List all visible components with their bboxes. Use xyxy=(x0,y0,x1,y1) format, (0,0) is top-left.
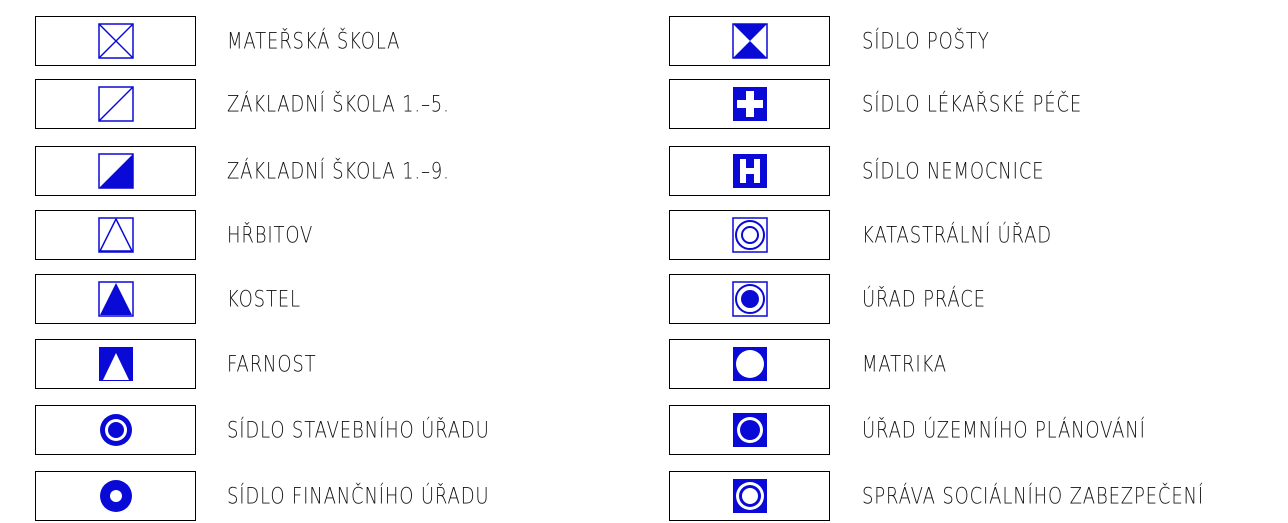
thick-ring-icon xyxy=(96,476,136,516)
square-hourglass-icon xyxy=(730,21,770,61)
symbol-box xyxy=(35,210,196,260)
square-double-circle-icon xyxy=(730,215,770,255)
filled-square-ring-icon xyxy=(730,410,770,450)
square-diagonal-outline-icon xyxy=(96,84,136,124)
legend-label: ZÁKLADNÍ ŠKOLA 1.–5. xyxy=(227,92,450,118)
symbol-box xyxy=(35,79,196,129)
square-x-outline-icon xyxy=(96,21,136,61)
legend-label: SPRÁVA SOCIÁLNÍHO ZABEZPEČENÍ xyxy=(862,484,1204,510)
legend-label: ZÁKLADNÍ ŠKOLA 1.–9. xyxy=(227,159,450,185)
filled-square-white-circle-icon xyxy=(730,344,770,384)
symbol-box xyxy=(35,471,196,521)
symbol-box xyxy=(669,405,830,455)
filled-square-double-ring-icon xyxy=(730,476,770,516)
legend-label: KATASTRÁLNÍ ÚŘAD xyxy=(862,223,1052,249)
symbol-box xyxy=(35,339,196,389)
square-half-filled-icon xyxy=(96,151,136,191)
legend-label: SÍDLO NEMOCNICE xyxy=(862,159,1045,185)
symbol-box xyxy=(35,274,196,324)
symbol-box xyxy=(669,16,830,66)
symbol-box xyxy=(669,471,830,521)
legend-label: SÍDLO FINANČNÍHO ÚŘADU xyxy=(227,484,490,510)
filled-square-white-triangle-icon xyxy=(96,344,136,384)
symbol-box xyxy=(669,274,830,324)
symbol-box xyxy=(35,16,196,66)
square-h-icon xyxy=(730,151,770,191)
legend-label: ÚŘAD PRÁCE xyxy=(862,287,986,313)
legend-label: MATRIKA xyxy=(862,352,947,378)
symbol-box xyxy=(669,79,830,129)
legend-label: HŘBITOV xyxy=(227,223,314,249)
legend-label: SÍDLO LÉKAŘSKÉ PÉČE xyxy=(862,92,1083,118)
square-triangle-outline-icon xyxy=(96,215,136,255)
ring-dot-icon xyxy=(96,410,136,450)
square-triangle-filled-icon xyxy=(96,279,136,319)
legend-label: SÍDLO STAVEBNÍHO ÚŘADU xyxy=(227,418,490,444)
legend-label: ÚŘAD ÚZEMNÍHO PLÁNOVÁNÍ xyxy=(862,418,1146,444)
symbol-box xyxy=(669,210,830,260)
symbol-box xyxy=(35,405,196,455)
legend-label: SÍDLO POŠTY xyxy=(862,29,990,55)
square-circle-dot-icon xyxy=(730,279,770,319)
symbol-box xyxy=(669,146,830,196)
square-cross-icon xyxy=(730,84,770,124)
legend-label: KOSTEL xyxy=(227,287,301,313)
symbol-box xyxy=(35,146,196,196)
legend-label: MATEŘSKÁ ŠKOLA xyxy=(227,29,401,55)
symbol-box xyxy=(669,339,830,389)
legend-label: FARNOST xyxy=(227,352,317,378)
